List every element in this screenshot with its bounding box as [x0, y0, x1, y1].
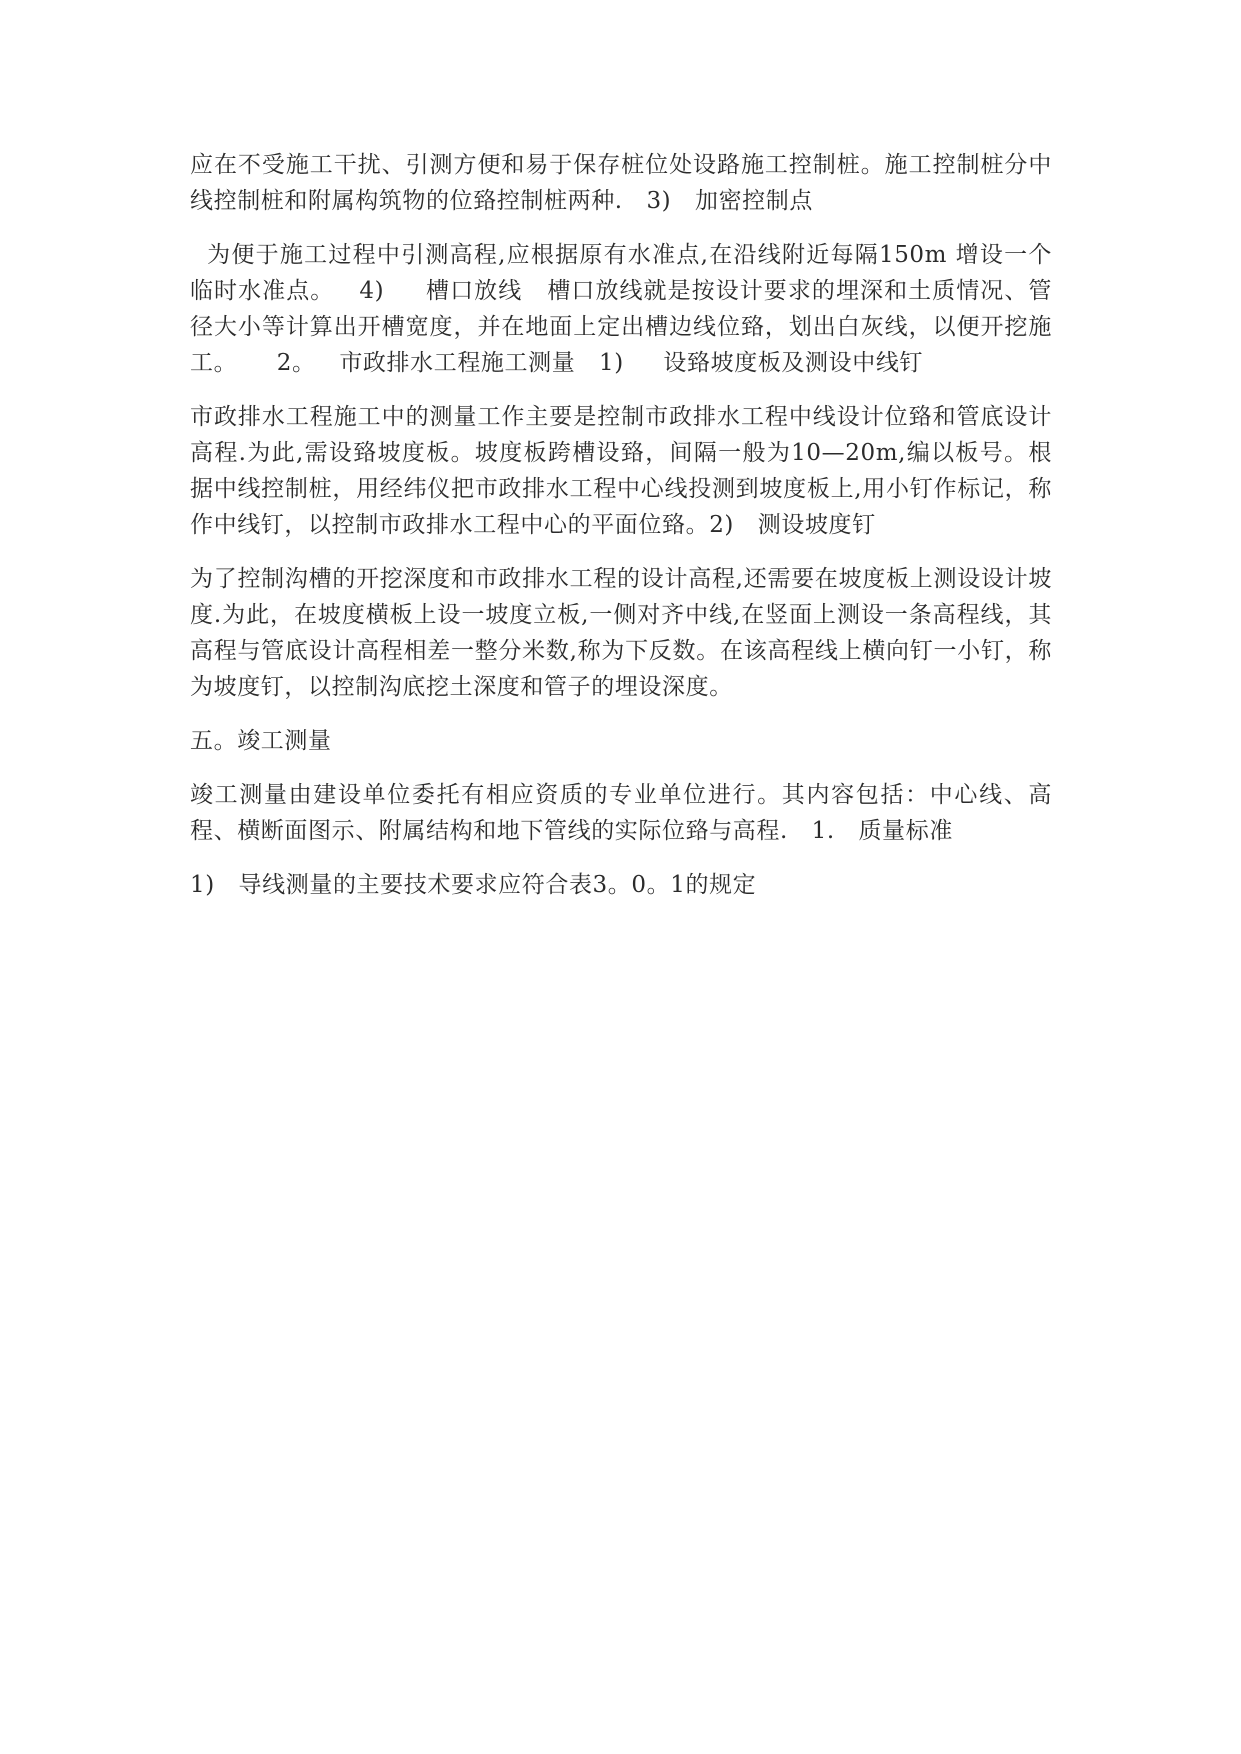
- paragraph-slope-nails: 为了控制沟槽的开挖深度和市政排水工程的设计高程,还需要在坡度板上测设设计坡度.为此，在坡度横板上设一坡度立板,一侧对齐中线,在竖面上测设一条高程线，其高程与管底设计高程相差一整分米数,称为下反数。在该高程线上横向钉一小钉，称为坡度钉，以控制沟底挖土深度和管子的埋设深度。: [190, 566, 1052, 700]
- paragraph-traverse-requirements: 1) 导线测量的主要技术要求应符合表3。0。1的规定: [190, 872, 757, 898]
- paragraph-benchmark-and-trench-layout: 为便于施工过程中引测高程,应根据原有水准点,在沿线附近每隔150m 增设一个临时水准点。 4) 槽口放线 槽口放线就是按设计要求的埋深和土质情况、管径大小等计算出开槽宽度，并在地面上定出槽边线位臵，划出白灰线，以便开挖施工。 2。 市政排水工程施工测量 1) 设臵坡度板及测设中线钉: [190, 242, 1052, 376]
- section-heading-completion-survey: 五。竣工测量: [190, 728, 332, 754]
- paragraph-slope-boards: 市政排水工程施工中的测量工作主要是控制市政排水工程中线设计位臵和管底设计高程.为此,需设臵坡度板。坡度板跨槽设臵，间隔一般为10—20m,编以板号。根据中线控制桩，用经纬仪把市政排水工程中心线投测到坡度板上,用小钉作标记，称作中线钉，以控制市政排水工程中心的平面位臵。2) 测设坡度钉: [190, 404, 1052, 538]
- paragraph-control-stakes: 应在不受施工干扰、引测方便和易于保存桩位处设路施工控制桩。施工控制桩分中线控制桩和附属构筑物的位臵控制桩两种. 3) 加密控制点: [190, 152, 1052, 214]
- paragraph-completion-survey: 竣工测量由建设单位委托有相应资质的专业单位进行。其内容包括：中心线、高程、横断面图示、附属结构和地下管线的实际位臵与高程. 1. 质量标准: [190, 782, 1052, 844]
- document-body: [190, 147, 1052, 921]
